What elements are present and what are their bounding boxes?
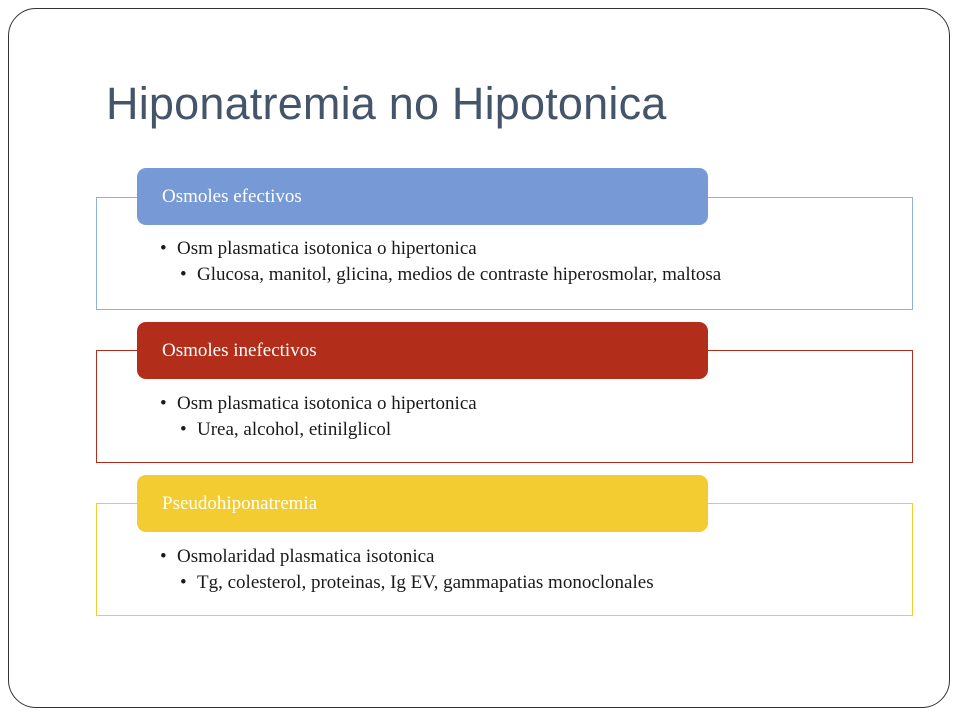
section-bullets-pseudohiponatremia bbox=[160, 544, 654, 596]
section-header-pseudohiponatremia: Pseudohiponatremia bbox=[137, 475, 708, 532]
sub-bullet-item: • Tg, colesterol, proteinas, Ig EV, gammapatias monoclonales bbox=[160, 570, 654, 596]
slide-title: Hiponatremia no Hipotonica bbox=[106, 78, 667, 129]
bullet-dot-icon: • bbox=[160, 546, 167, 567]
bullet-dot-icon: • bbox=[160, 393, 167, 414]
section-header-osmoles-efectivos: Osmoles efectivos bbox=[137, 168, 708, 225]
bullet-item: • Osmolaridad plasmatica isotonica bbox=[160, 544, 654, 570]
section-bullets-osmoles-inefectivos bbox=[160, 391, 477, 443]
bullet-item: • Osm plasmatica isotonica o hipertonica bbox=[160, 391, 477, 417]
sub-bullet-item: • Urea, alcohol, etinilglicol bbox=[160, 417, 477, 443]
sub-bullet-item: • Glucosa, manitol, glicina, medios de contraste hiperosmolar, maltosa bbox=[160, 262, 721, 288]
bullet-item: • Osm plasmatica isotonica o hipertonica bbox=[160, 236, 721, 262]
bullet-dot-icon: • bbox=[160, 238, 167, 259]
section-bullets-osmoles-efectivos bbox=[160, 236, 721, 288]
bullet-dot-icon: • bbox=[180, 572, 187, 593]
bullet-dot-icon: • bbox=[180, 419, 187, 440]
section-header-osmoles-inefectivos: Osmoles inefectivos bbox=[137, 322, 708, 379]
bullet-dot-icon: • bbox=[180, 264, 187, 285]
